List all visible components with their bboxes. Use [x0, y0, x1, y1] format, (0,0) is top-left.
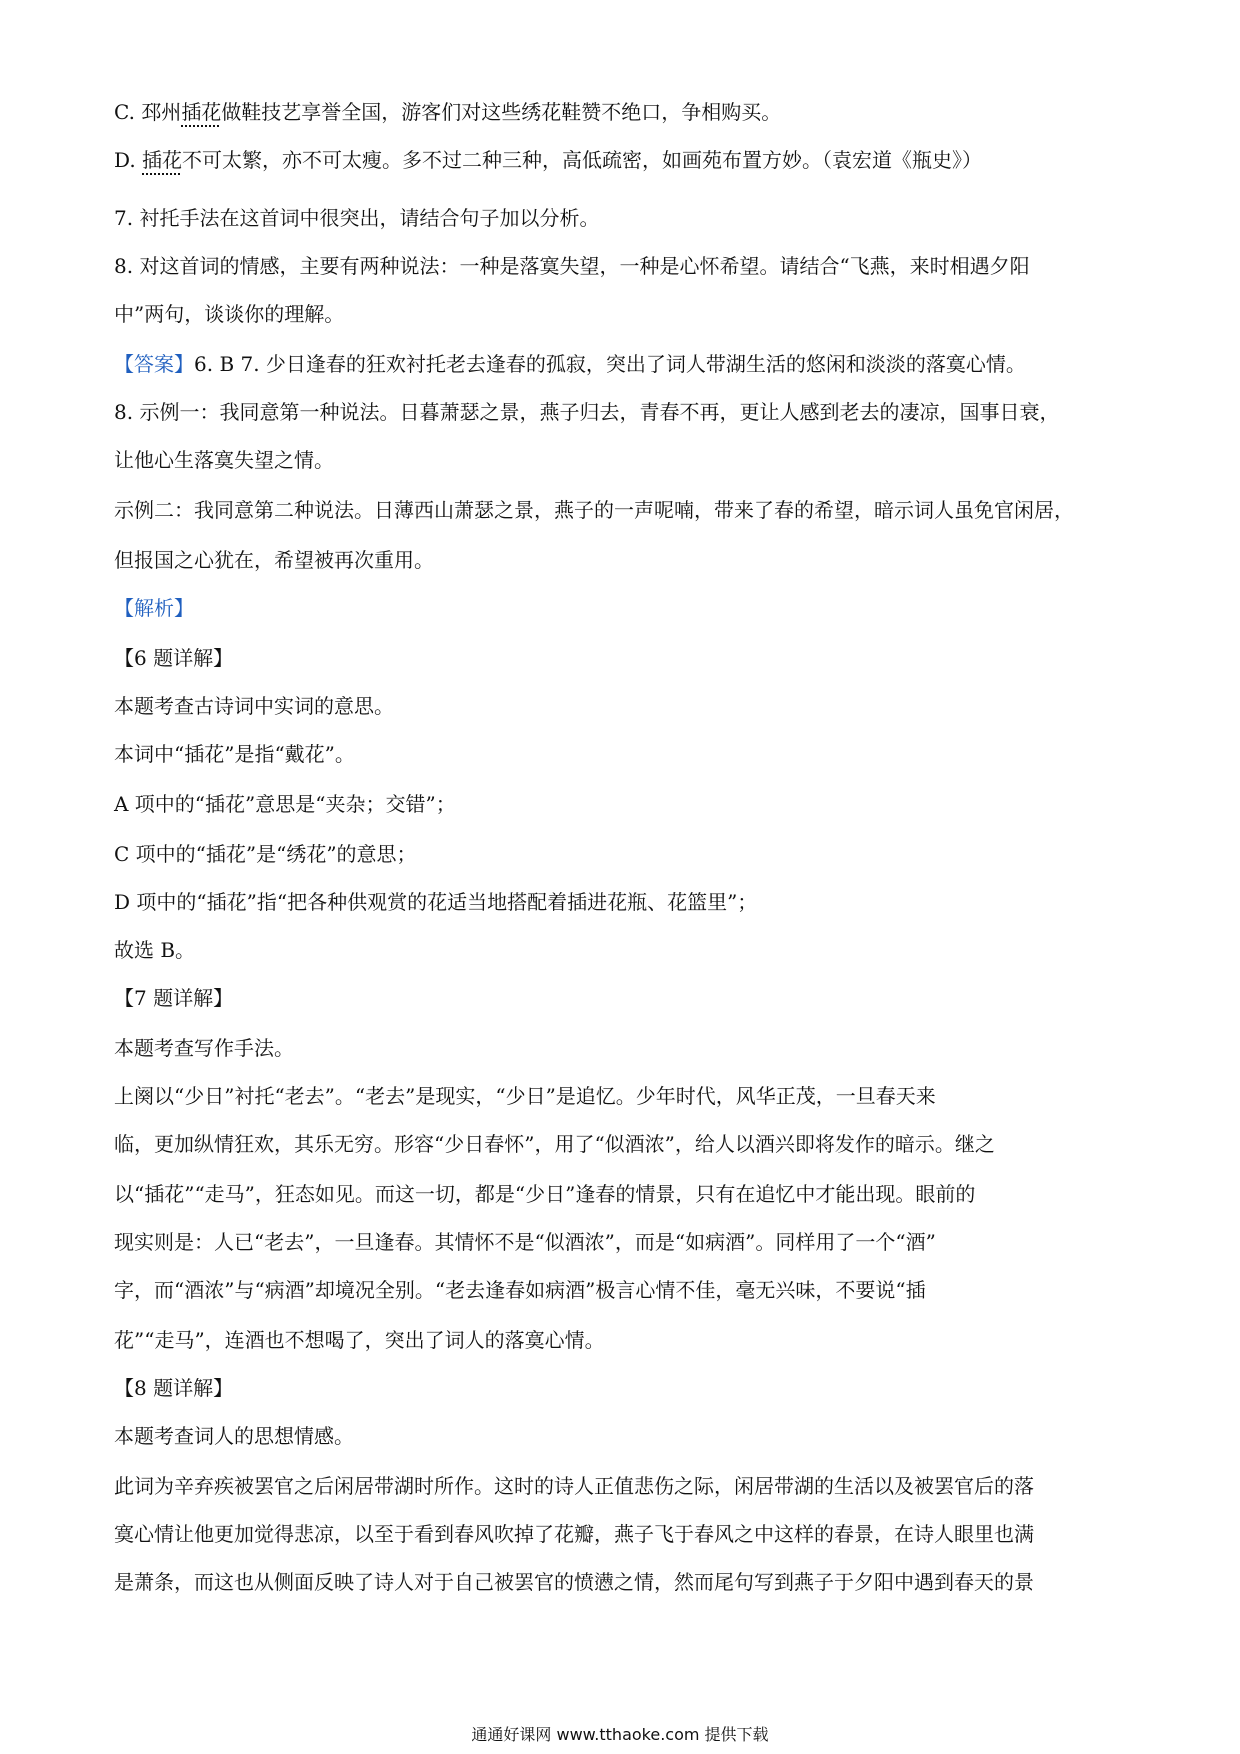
answer-line-2: 8. 示例一：我同意第一种说法。日暮萧瑟之景，燕子归去，青春不再，更让人感到老去的凄凉，国事日衰， — [114, 400, 1060, 424]
q6-heading: 【6 题详解】 — [114, 646, 234, 670]
q6-line: A 项中的“插花”意思是“夹杂；交错”； — [114, 792, 456, 816]
q7-line: 以“插花”“走马”，狂态如见。而这一切，都是“少日”逢春的情景，只有在追忆中才能出现。眼前的 — [114, 1182, 976, 1206]
option-c-text: 做鞋技艺享誉全国，游客们对这些绣花鞋赞不绝口，争相购买。 — [221, 100, 782, 124]
q8-line: 此词为辛弃疾被罢官之后闲居带湖时所作。这时的诗人正值悲伤之际，闲居带湖的生活以及被罢官后的落 — [114, 1474, 1034, 1498]
q8-heading: 【8 题详解】 — [114, 1376, 234, 1400]
answer-line-3: 让他心生落寞失望之情。 — [114, 448, 334, 472]
q7-line: 字，而“酒浓”与“病酒”却境况全别。“老去逢春如病酒”极言心情不佳，毫无兴味，不要说“插 — [114, 1278, 926, 1302]
option-c-emphasis: 插花 — [181, 100, 222, 124]
q8-line: 寞心情让他更加觉得悲凉，以至于看到春风吹掉了花瓣，燕子飞于春风之中这样的春景，在诗人眼里也满 — [114, 1522, 1034, 1546]
option-c — [114, 98, 1134, 126]
q7-line: 上阕以“少日”衬托“老去”。“老去”是现实，“少日”是追忆。少年时代，风华正茂，一旦春天来 — [114, 1084, 936, 1108]
option-d-text: 不可太繁，亦不可太瘦。多不过二种三种，高低疏密，如画苑布置方妙。（袁宏道《瓶史》） — [182, 148, 983, 172]
question-8-line-2: 中”两句，谈谈你的理解。 — [114, 302, 345, 326]
question-8-line-1: 8. 对这首词的情感，主要有两种说法：一种是落寞失望，一种是心怀希望。请结合“飞燕，来时相遇夕阳 — [114, 254, 1030, 278]
answer-text: 6. B 7. 少日逢春的狂欢衬托老去逢春的孤寂，突出了词人带湖生活的悠闲和淡淡的落寞心情。 — [194, 352, 1026, 376]
q6-line: 本题考查古诗词中实词的意思。 — [114, 694, 394, 718]
answer-line-4: 示例二：我同意第二种说法。日薄西山萧瑟之景，燕子的一声呢喃，带来了春的希望，暗示词人虽免官闲居， — [114, 498, 1074, 522]
q7-heading: 【7 题详解】 — [114, 986, 234, 1010]
q8-line: 是萧条，而这也从侧面反映了诗人对于自己被罢官的愤懑之情，然而尾句写到燕子于夕阳中遇到春天的景 — [114, 1570, 1034, 1594]
page-footer: 通通好课网 www.tthaoke.com 提供下载 — [471, 1725, 769, 1744]
option-d — [114, 146, 1134, 174]
q6-line: D 项中的“插花”指“把各种供观赏的花适当地搭配着插进花瓶、花篮里”； — [114, 890, 758, 914]
answer-line-1 — [114, 350, 1134, 378]
q8-line: 本题考查词人的思想情感。 — [114, 1424, 354, 1448]
q6-line: 故选 B。 — [114, 938, 196, 962]
option-c-prefix: C. 邳州 — [114, 100, 182, 124]
q7-line: 现实则是：人已“老去”，一旦逢春。其情怀不是“似酒浓”，而是“如病酒”。同样用了一个“酒” — [114, 1230, 936, 1254]
q7-line: 本题考查写作手法。 — [114, 1036, 294, 1060]
question-7: 7. 衬托手法在这首词中很突出，请结合句子加以分析。 — [114, 206, 600, 230]
q6-line: 本词中“插花”是指“戴花”。 — [114, 742, 355, 766]
option-d-prefix: D. — [114, 148, 143, 172]
q7-line: 花”“走马”，连酒也不想喝了，突出了词人的落寞心情。 — [114, 1328, 605, 1352]
q6-line: C 项中的“插花”是“绣花”的意思； — [114, 842, 417, 866]
answer-line-5: 但报国之心犹在，希望被再次重用。 — [114, 548, 434, 572]
answer-tag: 【答案】 — [114, 352, 194, 376]
q7-line: 临，更加纵情狂欢，其乐无穷。形容“少日春怀”，用了“似酒浓”，给人以酒兴即将发作的暗示。继之 — [114, 1132, 995, 1156]
option-d-emphasis: 插花 — [142, 148, 183, 172]
analysis-tag: 【解析】 — [114, 596, 194, 620]
